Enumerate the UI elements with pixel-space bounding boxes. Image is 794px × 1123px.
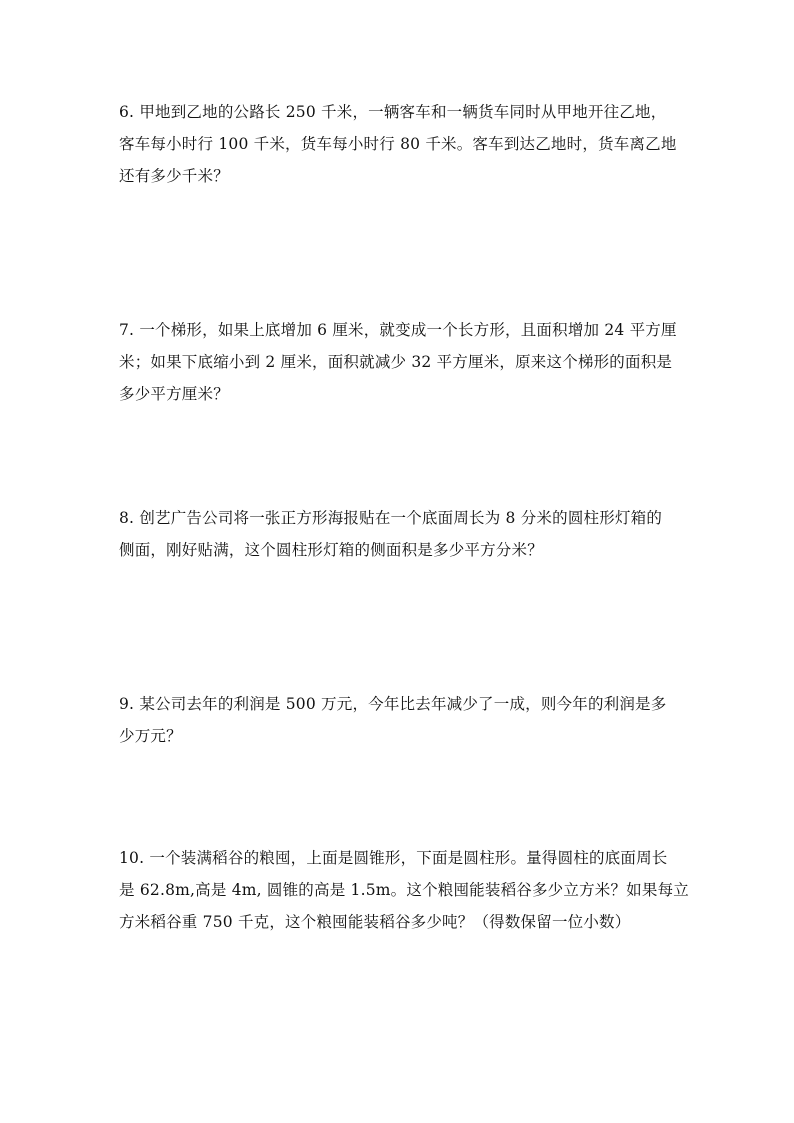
problem-8-line-1: 8. 创艺广告公司将一张正方形海报贴在一个底面周长为 8 分米的圆柱形灯箱的 (119, 509, 663, 527)
problem-6-line-3: 还有多少千米？ (119, 167, 229, 185)
problem-6-line-1: 6. 甲地到乙地的公路长 250 千米，一辆客车和一辆货车同时从甲地开往乙地， (119, 103, 667, 121)
problem-10-line-3: 方米稻谷重 750 千克，这个粮囤能装稻谷多少吨？（得数保留一位小数） (119, 913, 631, 931)
problem-8 (119, 502, 679, 566)
problem-7 (119, 314, 679, 410)
problem-8-line-2: 侧面，刚好贴满，这个圆柱形灯箱的侧面积是多少平方分米？ (119, 541, 543, 559)
problem-9-line-1: 9. 某公司去年的利润是 500 万元，今年比去年减少了一成，则今年的利润是多 (119, 695, 667, 713)
problem-7-line-3: 多少平方厘米？ (119, 385, 229, 403)
problem-10-line-1: 10. 一个装满稻谷的粮囤，上面是圆锥形，下面是圆柱形。量得圆柱的底面周长 (119, 849, 668, 867)
problem-9-line-2: 少万元？ (119, 727, 182, 745)
problem-10 (119, 842, 689, 938)
problem-6-line-2: 客车每小时行 100 千米，货车每小时行 80 千米。客车到达乙地时，货车离乙地 (119, 135, 677, 153)
problem-7-line-1: 7. 一个梯形，如果上底增加 6 厘米，就变成一个长方形，且面积增加 24 平方厘 (119, 321, 677, 339)
problem-10-line-2: 是 62.8m,高是 4m, 圆锥的高是 1.5m。这个粮囤能装稻谷多少立方米？如果每立 (119, 881, 689, 899)
problem-7-line-2: 米；如果下底缩小到 2 厘米，面积就减少 32 平方厘米，原来这个梯形的面积是 (119, 353, 673, 371)
problem-6 (119, 96, 679, 192)
problem-9 (119, 688, 679, 752)
